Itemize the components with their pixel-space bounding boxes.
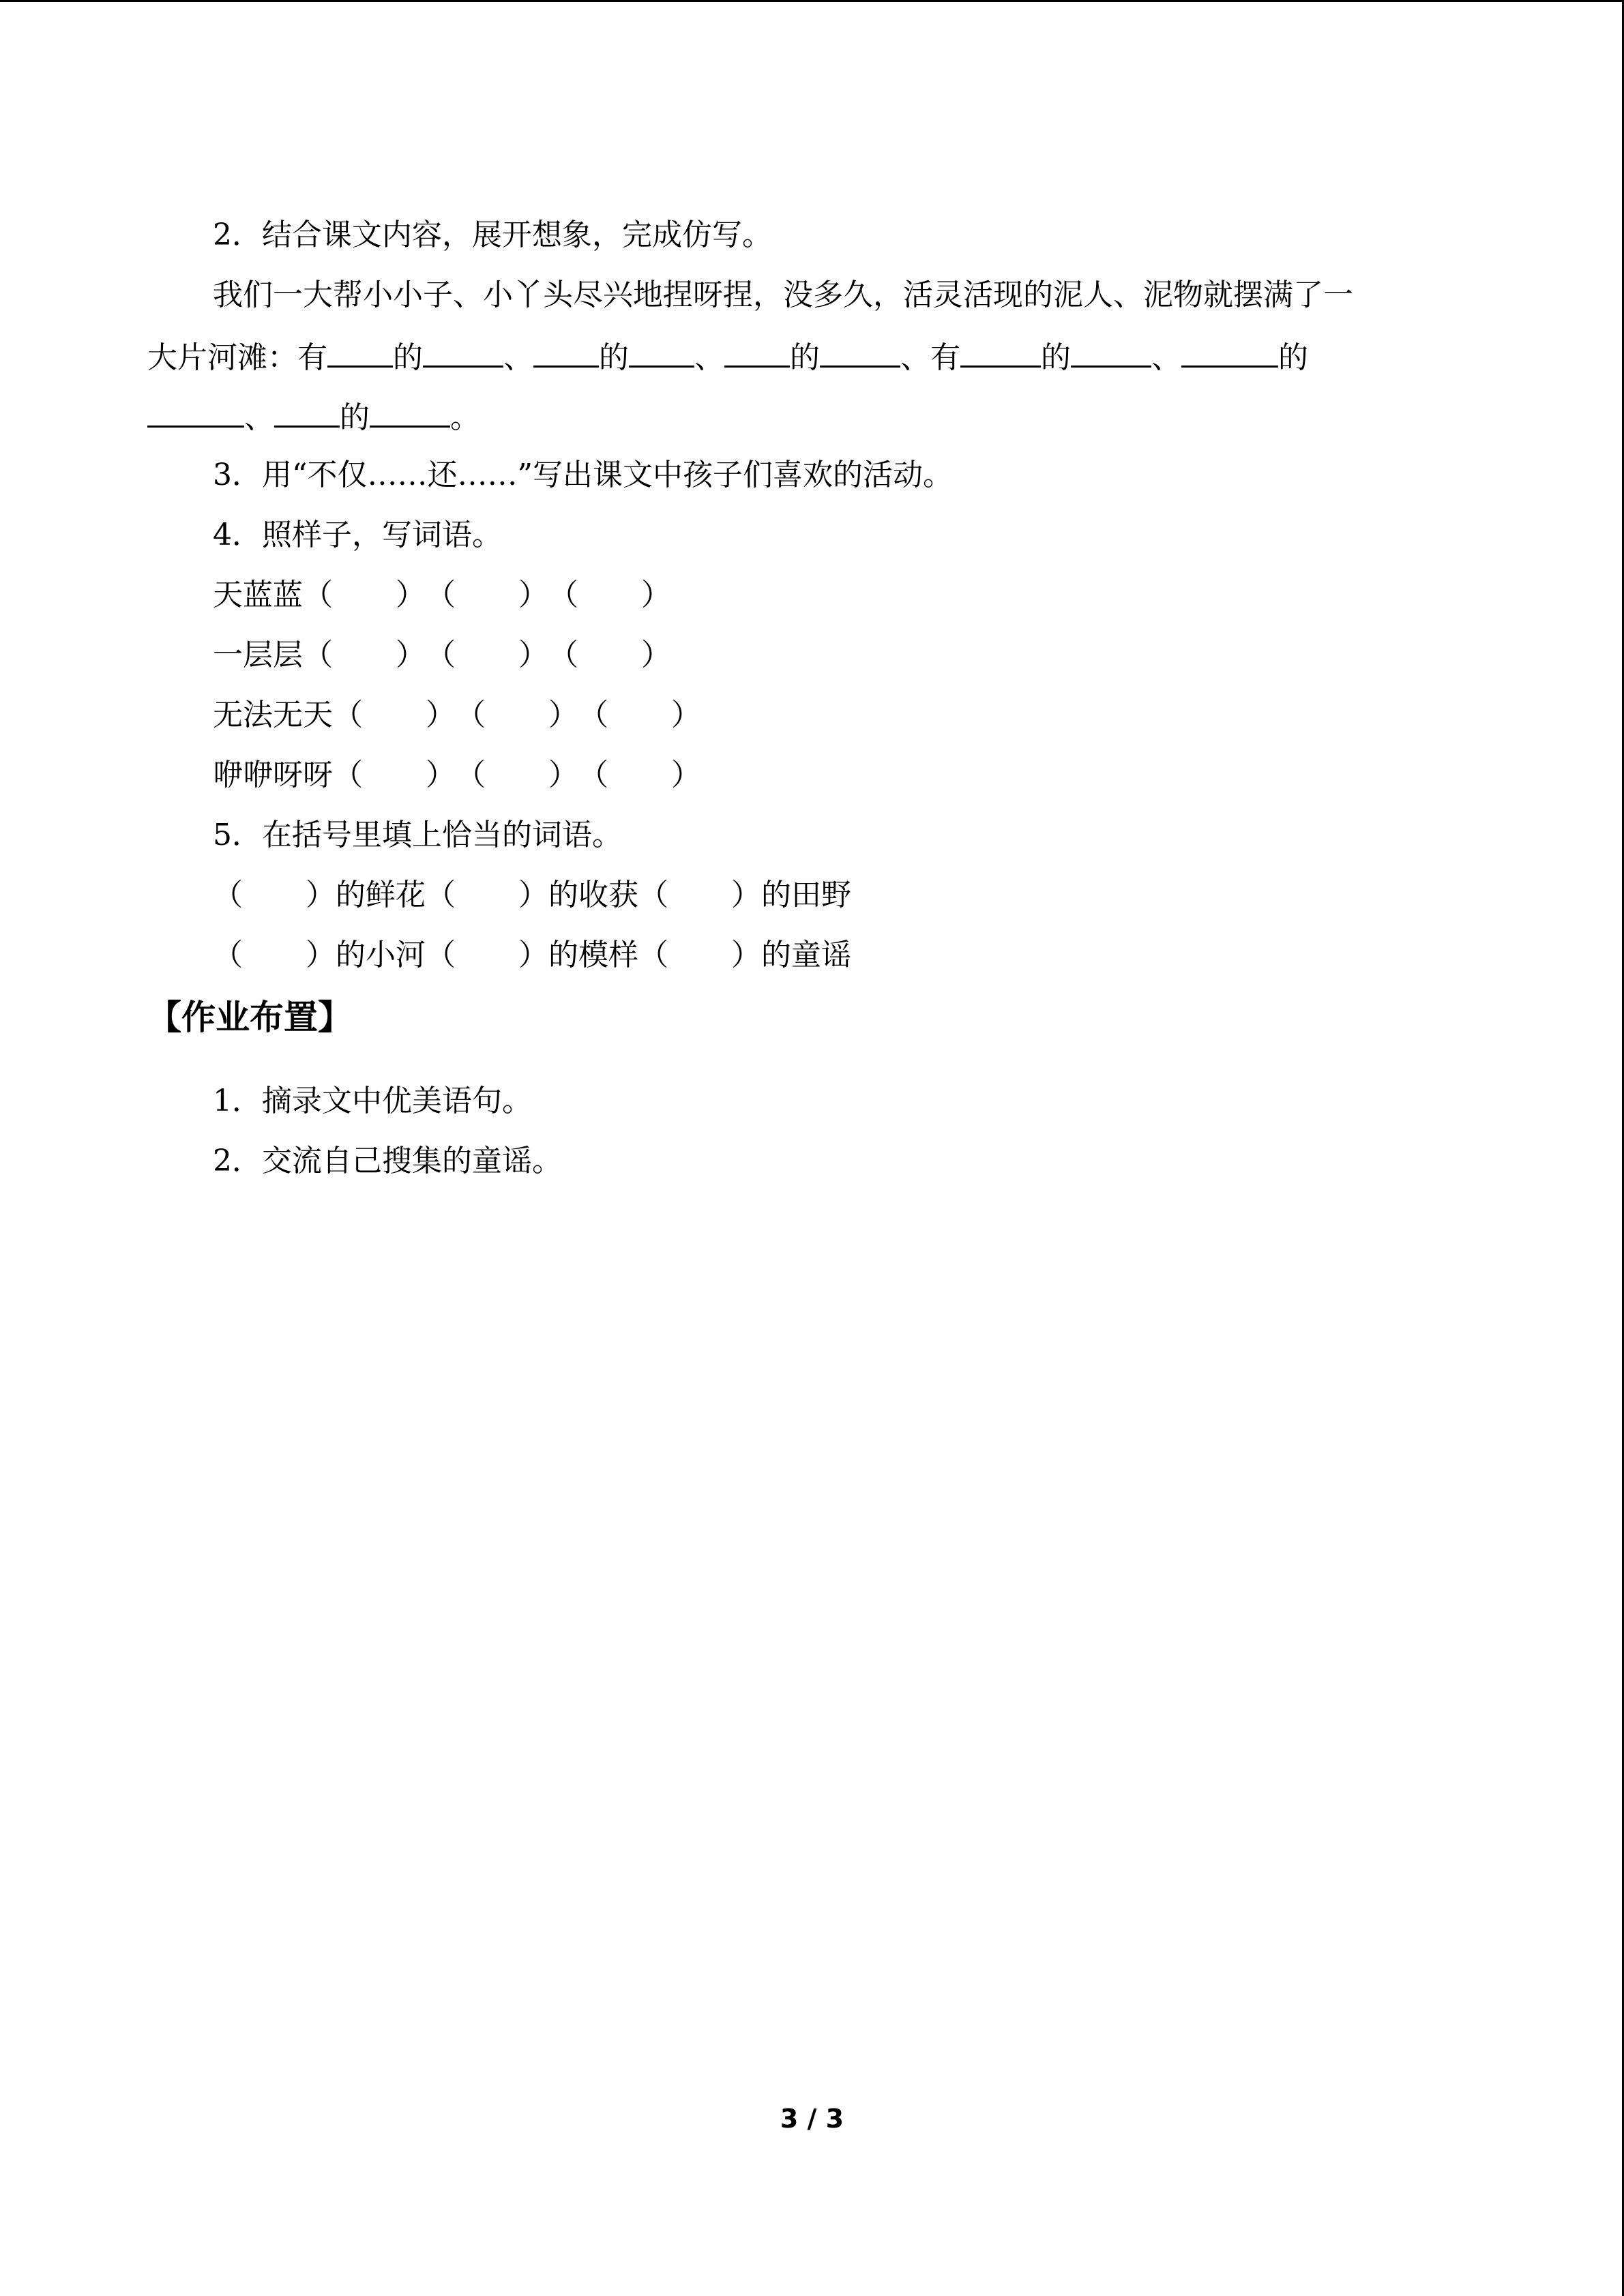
q5-word: 的收获 [548, 878, 638, 912]
blank-field[interactable] [724, 336, 790, 368]
q5-word: 的童谣 [761, 938, 851, 972]
q5-title: 5．在括号里填上恰当的词语。 [213, 818, 622, 852]
paren-open: （ [638, 878, 668, 912]
paren-close: ） [518, 578, 548, 612]
paren-open: （ [303, 578, 333, 612]
blank-field[interactable] [423, 336, 503, 368]
q4-item [213, 696, 701, 735]
q2-text: 的 [393, 340, 423, 375]
q4-title: 4．照样子，写词语。 [213, 518, 502, 552]
q2-text: 、 [1151, 340, 1181, 375]
q2-text: 的 [340, 400, 370, 435]
paren-open: （ [456, 698, 486, 732]
q4-item [213, 576, 671, 615]
q4-word: 无法无天 [213, 698, 333, 732]
blank-field[interactable] [533, 336, 599, 368]
paren-open: （ [333, 698, 363, 732]
q2-line3 [147, 396, 480, 438]
paren-close: ） [731, 878, 761, 912]
blank-field[interactable] [370, 396, 450, 428]
paren-open: （ [456, 758, 486, 792]
q4-word: 天蓝蓝 [213, 578, 303, 612]
blank-field[interactable] [1181, 336, 1278, 368]
homework-item: 2．交流自己搜集的童谣。 [213, 1144, 562, 1178]
q4-item [213, 756, 701, 795]
q2-text: 的 [790, 340, 820, 375]
blank-field[interactable] [1071, 336, 1151, 368]
q5-row [213, 936, 851, 975]
q5-word: 的鲜花 [336, 878, 426, 912]
paren-open: （ [578, 698, 608, 732]
paren-close: ） [641, 638, 671, 672]
q5-word: 的模样 [548, 938, 638, 972]
q2-title: 2．结合课文内容，展开想象，完成仿写。 [213, 218, 772, 252]
q4-item [213, 636, 671, 675]
page-top-border [0, 0, 1624, 2]
q2-text: 、 [244, 400, 274, 435]
paren-close: ） [641, 578, 671, 612]
q2-text: 。 [450, 400, 480, 435]
q2-text: 、有 [900, 340, 960, 375]
q4-word: 一层层 [213, 638, 303, 672]
q3-title: 3．用“不仅……还……”写出课文中孩子们喜欢的活动。 [213, 458, 953, 492]
paren-close: ） [731, 938, 761, 972]
paren-close: ） [518, 638, 548, 672]
q2-text: 、 [503, 340, 533, 375]
paren-close: ） [548, 758, 578, 792]
paren-close: ） [671, 698, 701, 732]
q2-line2 [147, 336, 1308, 378]
blank-field[interactable] [274, 396, 340, 428]
paren-open: （ [426, 578, 456, 612]
q2-line1: 我们一大帮小小子、小丫头尽兴地捏呀捏，没多久，活灵活现的泥人、泥物就摆满了一 [213, 278, 1353, 312]
paren-close: ） [426, 698, 456, 732]
paren-close: ） [396, 638, 426, 672]
q2-text: 、 [694, 340, 724, 375]
homework-item: 1．摘录文中优美语句。 [213, 1084, 532, 1118]
paren-open: （ [426, 638, 456, 672]
page-number: 3 / 3 [780, 2104, 844, 2134]
blank-field[interactable] [960, 336, 1041, 368]
paren-open: （ [333, 758, 363, 792]
homework-heading: 【作业布置】 [147, 998, 352, 1037]
blank-field[interactable] [327, 336, 393, 368]
paren-close: ） [671, 758, 701, 792]
q5-row [213, 876, 851, 915]
q4-word: 咿咿呀呀 [213, 758, 333, 792]
paren-open: （ [548, 638, 578, 672]
paren-close: ） [306, 938, 336, 972]
paren-open: （ [426, 878, 456, 912]
q5-word: 的田野 [761, 878, 851, 912]
q2-text: 的 [1041, 340, 1071, 375]
blank-field[interactable] [629, 336, 694, 368]
blank-field[interactable] [147, 396, 244, 428]
paren-close: ） [518, 938, 548, 972]
paren-open: （ [426, 938, 456, 972]
blank-field[interactable] [820, 336, 900, 368]
q2-text: 的 [599, 340, 629, 375]
paren-open: （ [638, 938, 668, 972]
q2-text: 大片河滩：有 [147, 340, 327, 375]
paren-open: （ [303, 638, 333, 672]
q5-word: 的小河 [336, 938, 426, 972]
paren-open: （ [213, 938, 243, 972]
paren-close: ） [518, 878, 548, 912]
paren-open: （ [213, 878, 243, 912]
paren-close: ） [306, 878, 336, 912]
paren-open: （ [548, 578, 578, 612]
paren-close: ） [426, 758, 456, 792]
paren-close: ） [548, 698, 578, 732]
paren-close: ） [396, 578, 426, 612]
q2-text: 的 [1278, 340, 1308, 375]
paren-open: （ [578, 758, 608, 792]
